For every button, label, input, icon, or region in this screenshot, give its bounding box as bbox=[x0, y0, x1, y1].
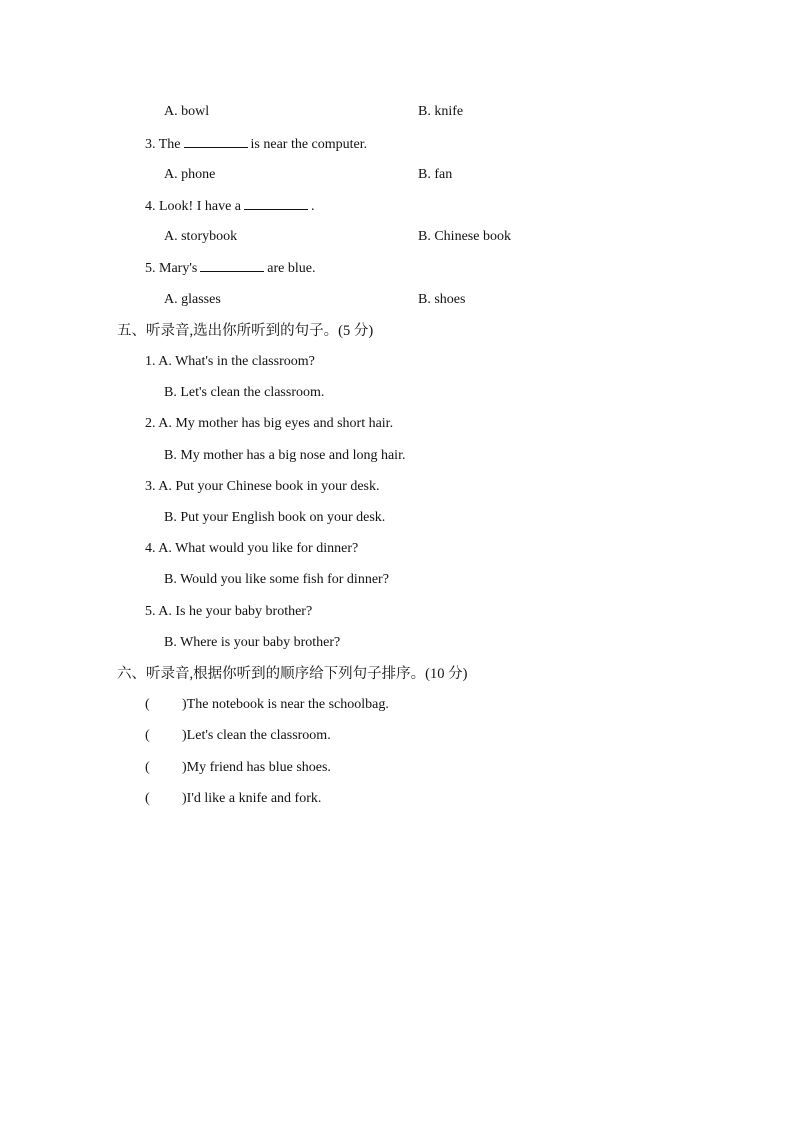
part6-item-2 bbox=[182, 727, 331, 745]
q5-option-a: A. glasses bbox=[164, 292, 221, 307]
q4-answer-blank bbox=[244, 197, 308, 210]
q4-question bbox=[145, 197, 315, 216]
part6-item-1-text: The notebook is near the schoolbag. bbox=[186, 697, 389, 712]
part5-item-3-a: 3. A. Put your Chinese book in your desk. bbox=[145, 479, 380, 494]
q5-prefix: 5. Mary's bbox=[145, 261, 198, 276]
part6-item-2-text: Let's clean the classroom. bbox=[186, 728, 331, 743]
part5-item-3-b: B. Put your English book on your desk. bbox=[164, 510, 386, 525]
part6-item-3 bbox=[182, 759, 331, 777]
q5-answer-blank bbox=[200, 259, 264, 272]
q5-suffix: are blue. bbox=[267, 261, 316, 276]
part6-item-3-open-paren: ( bbox=[145, 760, 150, 775]
part6-item-1-close-paren: ) bbox=[182, 697, 187, 712]
q3-question bbox=[145, 135, 367, 154]
q5-question bbox=[145, 259, 316, 278]
q3-prefix: 3. The bbox=[145, 137, 181, 152]
q4-suffix: . bbox=[311, 199, 315, 214]
q5-option-b: B. shoes bbox=[418, 292, 466, 307]
q3-option-a: A. phone bbox=[164, 167, 216, 182]
part6-item-1 bbox=[182, 696, 389, 714]
part6-item-4-text: I'd like a knife and fork. bbox=[186, 791, 322, 806]
part6-item-3-text: My friend has blue shoes. bbox=[186, 760, 331, 775]
q2-option-a: A. bowl bbox=[164, 104, 210, 119]
q3-option-b: B. fan bbox=[418, 167, 453, 182]
part5-item-2-b: B. My mother has a big nose and long hair. bbox=[164, 448, 406, 463]
q3-suffix: is near the computer. bbox=[250, 137, 368, 152]
part6-item-2-open-paren: ( bbox=[145, 728, 150, 743]
part5-item-1-b: B. Let's clean the classroom. bbox=[164, 385, 325, 400]
q4-option-a: A. storybook bbox=[164, 229, 238, 244]
q4-prefix: 4. Look! I have a bbox=[145, 199, 242, 214]
part5-item-2-a: 2. A. My mother has big eyes and short hair. bbox=[145, 416, 394, 431]
part5-item-1-a: 1. A. What's in the classroom? bbox=[145, 354, 315, 369]
part6-item-1-open-paren: ( bbox=[145, 697, 150, 712]
part5-item-4-a: 4. A. What would you like for dinner? bbox=[145, 541, 359, 556]
part6-item-4-open-paren: ( bbox=[145, 791, 150, 806]
part6-item-4-close-paren: ) bbox=[182, 791, 187, 806]
part6-item-2-close-paren: ) bbox=[182, 728, 187, 743]
q2-option-b: B. knife bbox=[418, 104, 464, 119]
part6-item-4 bbox=[182, 790, 321, 808]
part5-item-5-b: B. Where is your baby brother? bbox=[164, 635, 341, 650]
q4-option-b: B. Chinese book bbox=[418, 229, 511, 244]
part6-item-3-close-paren: ) bbox=[182, 760, 187, 775]
q3-answer-blank bbox=[184, 135, 248, 148]
part6-heading: 六、听录音,根据你听到的顺序给下列句子排序。(10 分) bbox=[117, 666, 468, 682]
part5-item-5-a: 5. A. Is he your baby brother? bbox=[145, 604, 313, 619]
part5-heading: 五、听录音,选出你所听到的句子。(5 分) bbox=[117, 323, 374, 339]
part5-item-4-b: B. Would you like some fish for dinner? bbox=[164, 572, 389, 587]
